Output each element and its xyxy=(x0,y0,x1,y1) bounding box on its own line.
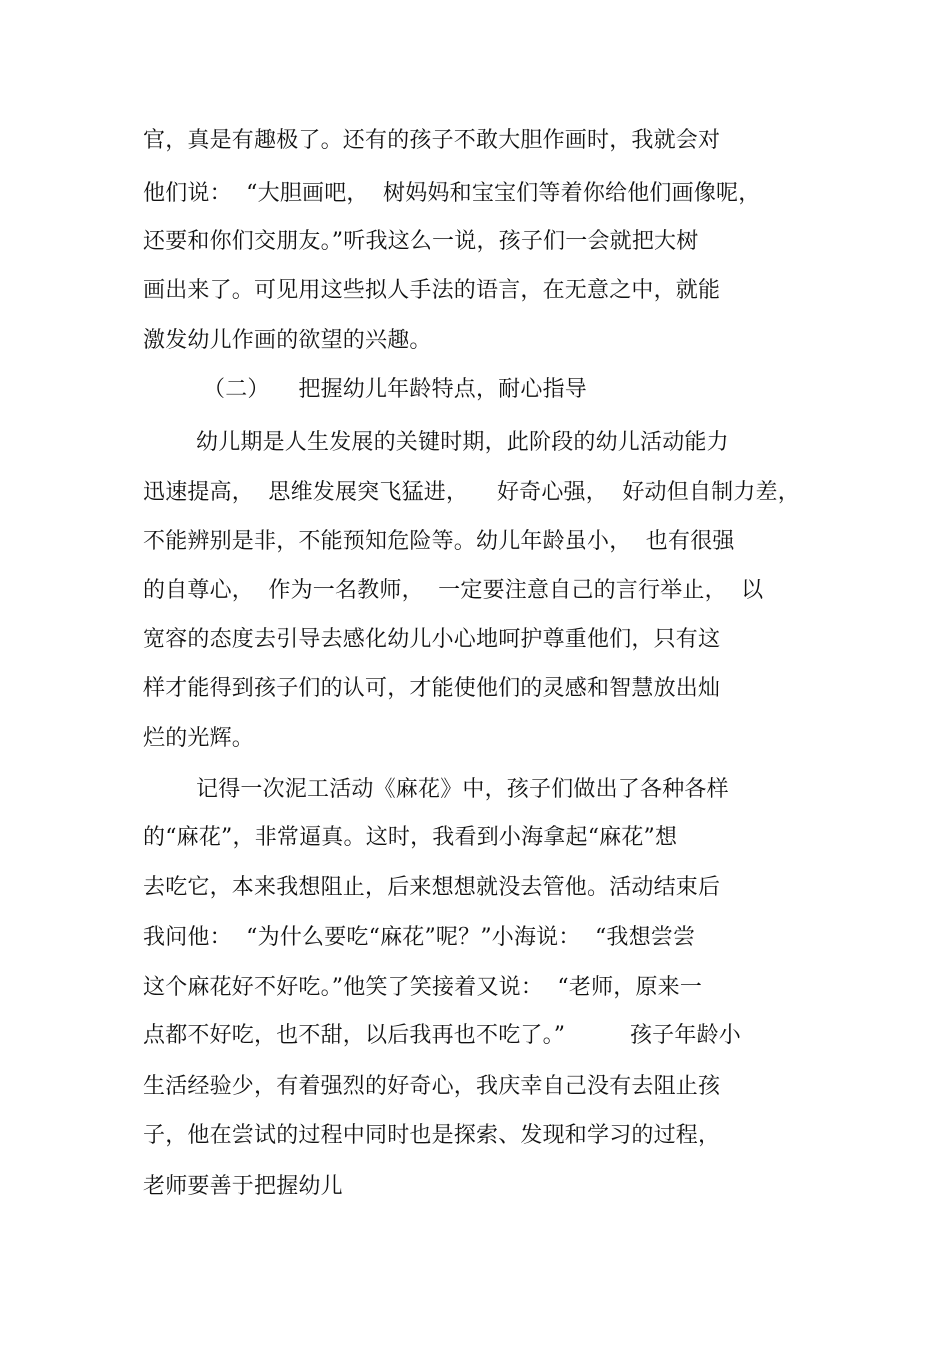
paragraph-line: 的“麻花”，非常逼真。这时，我看到小海拿起“麻花”想 xyxy=(143,825,678,850)
paragraph-line: 画出来了。可见用这些拟人手法的语言，在无意之中，就能 xyxy=(143,278,721,303)
paragraph-line: 样才能得到孩子们的认可，才能使他们的灵感和智慧放出灿 xyxy=(143,676,721,701)
paragraph-line: 烂的光辉。 xyxy=(143,726,255,751)
paragraph-line: 记得一次泥工活动《麻花》中，孩子们做出了各种各样 xyxy=(196,777,729,802)
paragraph-line: 激发幼儿作画的欲望的兴趣。 xyxy=(143,328,432,353)
paragraph-line: 生活经验少，有着强烈的好奇心，我庆幸自己没有去阻止孩 xyxy=(143,1074,721,1099)
paragraph-line: 子，他在尝试的过程中同时也是探索、发现和学习的过程， xyxy=(143,1123,721,1148)
paragraph-line: 去吃它，本来我想阻止，后来想想就没去管他。活动结束后 xyxy=(143,875,721,900)
paragraph-line: 还要和你们交朋友。”听我这么一说，孩子们一会就把大树 xyxy=(143,229,699,254)
paragraph-line: 官，真是有趣极了。还有的孩子不敢大胆作画时，我就会对 xyxy=(143,128,721,153)
paragraph-line: 这个麻花好不好吃。”他笑了笑接着又说： “老师，原来一 xyxy=(143,975,703,1000)
paragraph-line: 点都不好吃，也不甜，以后我再也不吃了。” 孩子年龄小 xyxy=(143,1023,741,1048)
paragraph-line: 不能辨别是非，不能预知危险等。幼儿年龄虽小， 也有很强 xyxy=(143,529,735,554)
paragraph-line: 他们说： “大胆画吧， 树妈妈和宝宝们等着你给他们画像呢， xyxy=(143,181,761,206)
paragraph-line: 我问他： “为什么要吃“麻花”呢？”小海说： “我想尝尝 xyxy=(143,925,696,950)
paragraph-line: 宽容的态度去引导去感化幼儿小心地呵护尊重他们，只有这 xyxy=(143,627,721,652)
section-heading: （二） 把握幼儿年龄特点，耐心指导 xyxy=(203,377,587,402)
paragraph-line: 迅速提高， 思维发展突飞猛进， 好奇心强， 好动但自制力差， xyxy=(143,480,800,505)
paragraph-line: 的自尊心， 作为一名教师， 一定要注意自己的言行举止， 以 xyxy=(143,578,764,603)
paragraph-line: 老师要善于把握幼儿 xyxy=(143,1174,343,1199)
paragraph-line: 幼儿期是人生发展的关键时期，此阶段的幼儿活动能力 xyxy=(196,430,729,455)
